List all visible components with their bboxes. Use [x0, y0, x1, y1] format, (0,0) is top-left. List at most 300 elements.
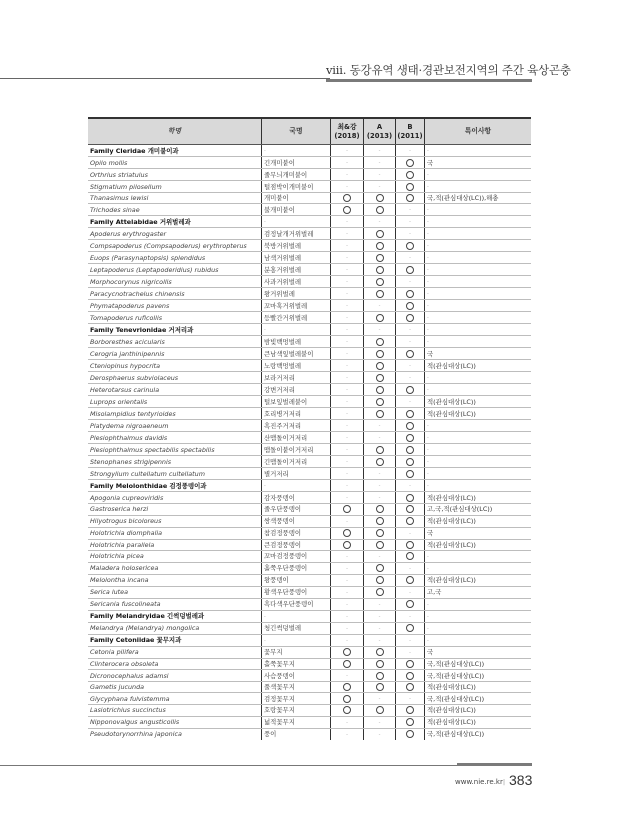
family-row: [88, 324, 531, 336]
survey-2011-cell: [396, 348, 425, 360]
korean-name-cell: [262, 480, 331, 492]
family-row: [88, 634, 531, 646]
col-survey-2011-label: B: [407, 122, 413, 131]
remarks-cell: 적(관심대상(LC)): [425, 574, 532, 586]
survey-2013-cell: [364, 300, 396, 312]
remarks-cell: 국,적(관심대상(LC)): [425, 670, 532, 682]
korean-name-cell: 분홍거위벌레: [262, 264, 331, 276]
absent-dash: -: [346, 411, 348, 418]
footer-separator: |: [503, 779, 506, 786]
scientific-name-cell: Heterotarsus carinula: [88, 384, 262, 396]
survey-2011-cell: [396, 492, 425, 504]
survey-2011-cell: [396, 300, 425, 312]
present-circle-icon: [376, 446, 384, 454]
absent-dash: -: [346, 459, 348, 466]
scientific-name-cell: Gametis jucunda: [88, 682, 262, 693]
absent-dash: -: [264, 219, 266, 226]
survey-2018-cell: [331, 288, 364, 300]
scientific-name-cell: Cerogria janthinipennis: [88, 348, 262, 360]
absent-dash: -: [346, 339, 348, 346]
korean-name-cell: [262, 216, 331, 228]
absent-dash: -: [427, 243, 429, 250]
absent-dash: -: [409, 530, 411, 537]
korean-name-cell: 넓적꽃무지: [262, 716, 331, 728]
survey-2011-cell: [396, 157, 425, 169]
survey-2018-cell: [331, 193, 364, 204]
survey-2013-cell: [364, 384, 396, 396]
scientific-name-cell: Compsapoderus (Compsapoderus) erythropterus: [88, 240, 262, 252]
col-scientific-name: 학명: [88, 118, 262, 145]
absent-dash: -: [346, 673, 348, 679]
table-row: [88, 157, 531, 169]
scientific-name-cell: Family Cetoniidae 꽃무지과: [88, 634, 262, 646]
present-circle-icon: [406, 266, 414, 274]
survey-2011-cell: [396, 515, 425, 527]
survey-2013-cell: [364, 716, 396, 728]
absent-dash: -: [264, 148, 266, 154]
korean-name-cell: 감자풍뎅이: [262, 492, 331, 504]
absent-dash: -: [409, 565, 411, 572]
remarks-cell: [425, 216, 532, 228]
remarks-cell: [425, 622, 532, 634]
remarks-cell: 국: [425, 527, 532, 539]
survey-2018-cell: [331, 420, 364, 432]
korean-name-cell: 불개미붙이: [262, 204, 331, 216]
absent-dash: -: [346, 471, 348, 478]
present-circle-icon: [406, 660, 414, 668]
survey-2011-cell: [396, 193, 425, 204]
absent-dash: -: [427, 279, 429, 286]
survey-2018-cell: [331, 372, 364, 384]
survey-2018-cell: [331, 658, 364, 669]
survey-2011-cell: [396, 550, 425, 562]
scientific-name-cell: Luprops orientalis: [88, 396, 262, 408]
korean-name-cell: 털보잎벌레붙이: [262, 396, 331, 408]
present-circle-icon: [406, 470, 414, 478]
scientific-name-cell: Euops (Parasynaptopsis) splendidus: [88, 252, 262, 264]
present-circle-icon: [406, 446, 414, 454]
scientific-name-cell: Family Melolonthidae 검정풍뎅이과: [88, 480, 262, 492]
survey-2013-cell: [364, 348, 396, 360]
scientific-name-cell: Apogonia cupreoviridis: [88, 492, 262, 504]
survey-2013-cell: [364, 504, 396, 515]
remarks-cell: [425, 456, 532, 468]
present-circle-icon: [376, 266, 384, 274]
korean-name-cell: 꽃무지: [262, 646, 331, 658]
survey-2018-cell: [331, 300, 364, 312]
survey-2011-cell: [396, 324, 425, 336]
korean-name-cell: 풀색꽃무지: [262, 682, 331, 693]
absent-dash: -: [427, 375, 429, 382]
scientific-name-cell: Cetonia pilifera: [88, 646, 262, 658]
scientific-name-cell: Morphocorynus nigricollis: [88, 276, 262, 288]
present-circle-icon: [376, 206, 384, 214]
absent-dash: -: [346, 148, 348, 154]
absent-dash: -: [378, 601, 381, 608]
survey-2018-cell: [331, 646, 364, 658]
survey-2011-cell: [396, 646, 425, 658]
scientific-name-cell: Platydema nigroaeneum: [88, 420, 262, 432]
korean-name-cell: 홀쭉꽃무지: [262, 658, 331, 669]
table-row: [88, 408, 531, 420]
present-circle-icon: [406, 576, 414, 584]
table-row: [88, 444, 531, 456]
survey-2011-cell: [396, 240, 425, 252]
survey-2013-cell: [364, 145, 396, 157]
table-row: [88, 240, 531, 252]
absent-dash: -: [346, 625, 348, 632]
survey-2013-cell: [364, 598, 396, 610]
korean-name-cell: 북방거위벌레: [262, 240, 331, 252]
survey-2018-cell: [331, 324, 364, 336]
survey-2018-cell: [331, 515, 364, 527]
table-row: [88, 504, 531, 515]
present-circle-icon: [376, 706, 384, 714]
remarks-cell: [425, 562, 532, 574]
present-circle-icon: [406, 458, 414, 466]
survey-2018-cell: [331, 716, 364, 728]
korean-name-cell: 사슴풍뎅이: [262, 670, 331, 682]
korean-name-cell: 흑진주거저리: [262, 420, 331, 432]
absent-dash: -: [378, 696, 381, 703]
present-circle-icon: [376, 410, 384, 418]
table-row: [88, 384, 531, 396]
absent-dash: -: [378, 553, 381, 560]
absent-dash: -: [346, 719, 348, 726]
present-circle-icon: [343, 706, 351, 714]
remarks-cell: [425, 634, 532, 646]
survey-2018-cell: [331, 456, 364, 468]
absent-dash: -: [378, 731, 381, 738]
absent-dash: -: [427, 315, 429, 322]
absent-dash: -: [378, 719, 381, 726]
absent-dash: -: [378, 423, 381, 430]
remarks-cell: 국: [425, 646, 532, 658]
survey-2011-cell: [396, 670, 425, 682]
korean-name-cell: 보라거저리: [262, 372, 331, 384]
remarks-cell: [425, 384, 532, 396]
survey-2011-cell: [396, 252, 425, 264]
survey-2018-cell: [331, 444, 364, 456]
scientific-name-cell: Cteniopinus hypocrita: [88, 360, 262, 372]
korean-name-cell: [262, 634, 331, 646]
present-circle-icon: [376, 362, 384, 370]
absent-dash: -: [346, 613, 348, 620]
survey-2013-cell: [364, 216, 396, 228]
scientific-name-cell: Plesiophthalmus davidis: [88, 432, 262, 444]
absent-dash: -: [409, 399, 411, 406]
korean-name-cell: 쌍색풍뎅이: [262, 515, 331, 527]
korean-name-cell: 남색거위벌레: [262, 252, 331, 264]
absent-dash: -: [409, 613, 411, 620]
survey-2011-cell: [396, 562, 425, 574]
table-row: [88, 312, 531, 324]
table-row: [88, 288, 531, 300]
absent-dash: -: [409, 255, 411, 262]
survey-2011-cell: [396, 682, 425, 693]
remarks-cell: [425, 372, 532, 384]
absent-dash: -: [346, 589, 348, 596]
table-row: [88, 646, 531, 658]
remarks-cell: [425, 420, 532, 432]
table-row: [88, 228, 531, 240]
survey-2011-cell: [396, 432, 425, 444]
survey-2013-cell: [364, 480, 396, 492]
table-row: [88, 169, 531, 181]
absent-dash: -: [346, 351, 348, 358]
survey-2011-cell: [396, 384, 425, 396]
absent-dash: -: [378, 625, 381, 632]
survey-2013-cell: [364, 444, 396, 456]
table-row: [88, 276, 531, 288]
present-circle-icon: [343, 194, 351, 202]
table-row: [88, 420, 531, 432]
korean-name-cell: 별거저리: [262, 468, 331, 480]
survey-2011-cell: [396, 408, 425, 420]
table-row: [88, 468, 531, 480]
survey-2013-cell: [364, 634, 396, 646]
korean-name-cell: [262, 324, 331, 336]
family-row: [88, 145, 531, 157]
present-circle-icon: [376, 517, 384, 525]
scientific-name-cell: Holotrichia diomphalia: [88, 527, 262, 539]
absent-dash: -: [378, 184, 381, 190]
table-row: [88, 728, 531, 740]
absent-dash: -: [409, 327, 411, 334]
survey-2018-cell: [331, 705, 364, 716]
present-circle-icon: [406, 683, 414, 691]
korean-name-cell: 큰검정풍뎅이: [262, 539, 331, 550]
scientific-name-cell: Phymatapoderus pavens: [88, 300, 262, 312]
korean-name-cell: 참검정풍뎅이: [262, 527, 331, 539]
table-row: [88, 693, 531, 705]
present-circle-icon: [376, 588, 384, 596]
absent-dash: -: [378, 172, 381, 178]
scientific-name-cell: Thanasimus lewisi: [88, 193, 262, 204]
absent-dash: -: [346, 315, 348, 322]
survey-2018-cell: [331, 396, 364, 408]
absent-dash: -: [427, 219, 429, 226]
scientific-name-cell: Dicronocephalus adamsi: [88, 670, 262, 682]
absent-dash: -: [427, 471, 429, 478]
remarks-cell: 적(관심대상(LC)): [425, 360, 532, 372]
present-circle-icon: [376, 576, 384, 584]
survey-2018-cell: [331, 360, 364, 372]
korean-name-cell: 큰남색잎벌레붙이: [262, 348, 331, 360]
present-circle-icon: [376, 541, 384, 549]
absent-dash: -: [427, 435, 429, 442]
present-circle-icon: [376, 458, 384, 466]
present-circle-icon: [406, 541, 414, 549]
survey-2011-cell: [396, 658, 425, 669]
korean-name-cell: 긴개미붙이: [262, 157, 331, 169]
absent-dash: -: [346, 375, 348, 382]
korean-name-cell: 흑다색우단풍뎅이: [262, 598, 331, 610]
present-circle-icon: [406, 624, 414, 632]
survey-2013-cell: [364, 456, 396, 468]
table-row: [88, 515, 531, 527]
present-circle-icon: [406, 314, 414, 322]
absent-dash: -: [346, 172, 348, 178]
table-row: [88, 550, 531, 562]
remarks-cell: [425, 240, 532, 252]
survey-2011-cell: [396, 634, 425, 646]
korean-name-cell: 맴돌이붙이거저리: [262, 444, 331, 456]
survey-2018-cell: [331, 228, 364, 240]
col-survey-2018-label: 최&강: [337, 122, 357, 131]
korean-name-cell: 줄무늬개미붙이: [262, 169, 331, 181]
present-circle-icon: [406, 600, 414, 608]
absent-dash: -: [427, 339, 429, 346]
absent-dash: -: [409, 148, 411, 154]
remarks-cell: [425, 432, 532, 444]
survey-2018-cell: [331, 550, 364, 562]
present-circle-icon: [406, 730, 414, 738]
scientific-name-cell: Holotrichia parallela: [88, 539, 262, 550]
scientific-name-cell: Leptapoderus (Leptapoderidius) rubidus: [88, 264, 262, 276]
survey-2018-cell: [331, 384, 364, 396]
present-circle-icon: [376, 564, 384, 572]
survey-2018-cell: [331, 432, 364, 444]
remarks-cell: 고,국,적(관심대상(LC)): [425, 504, 532, 515]
table-row: [88, 396, 531, 408]
survey-2018-cell: [331, 468, 364, 480]
absent-dash: -: [264, 637, 266, 644]
footer-accent-bar: [457, 763, 532, 766]
survey-2013-cell: [364, 539, 396, 550]
scientific-name-cell: Glycyphana fulvistemma: [88, 693, 262, 705]
present-circle-icon: [376, 350, 384, 358]
family-row: [88, 216, 531, 228]
survey-2018-cell: [331, 216, 364, 228]
present-circle-icon: [406, 386, 414, 394]
survey-2018-cell: [331, 145, 364, 157]
survey-2018-cell: [331, 408, 364, 420]
family-row: [88, 610, 531, 622]
scientific-name-cell: Holotrichia picea: [88, 550, 262, 562]
present-circle-icon: [376, 660, 384, 668]
present-circle-icon: [406, 302, 414, 310]
scientific-name-cell: Stenophanes strigipennis: [88, 456, 262, 468]
table-row: [88, 527, 531, 539]
absent-dash: -: [378, 327, 381, 334]
absent-dash: -: [409, 279, 411, 286]
scientific-name-cell: Family Melandryidae 긴썩덩벌레과: [88, 610, 262, 622]
remarks-cell: [425, 444, 532, 456]
col-survey-2011: [396, 118, 425, 145]
remarks-cell: 적(관심대상(LC)): [425, 716, 532, 728]
present-circle-icon: [406, 672, 414, 680]
scientific-name-cell: Pseudotorynorrhina japonica: [90, 730, 182, 738]
absent-dash: -: [409, 483, 411, 490]
survey-2013-cell: [364, 264, 396, 276]
absent-dash: -: [409, 231, 411, 238]
survey-2013-cell: [364, 515, 396, 527]
survey-2013-cell: [364, 372, 396, 384]
present-circle-icon: [343, 529, 351, 537]
survey-2018-cell: [331, 480, 364, 492]
absent-dash: -: [427, 637, 429, 644]
korean-name-cell: 털점박이개미붙이: [262, 181, 331, 193]
survey-2013-cell: [364, 240, 396, 252]
survey-2011-cell: [396, 728, 425, 740]
absent-dash: -: [346, 423, 348, 430]
absent-dash: -: [378, 435, 381, 442]
survey-2018-cell: [331, 204, 364, 216]
absent-dash: -: [427, 327, 429, 334]
scientific-name-cell: Family Attelabidae 거위벌레과: [88, 216, 262, 228]
remarks-cell: 적(관심대상(LC)): [425, 705, 532, 716]
korean-name-cell: [262, 145, 331, 157]
scientific-name-cell: Sericania fuscolineata: [88, 598, 262, 610]
present-circle-icon: [376, 683, 384, 691]
table-row: [88, 574, 531, 586]
absent-dash: -: [346, 267, 348, 274]
survey-2013-cell: [364, 336, 396, 348]
survey-2018-cell: [331, 348, 364, 360]
scientific-name-cell: Stigmatium pilosellum: [88, 181, 262, 193]
remarks-cell: 국,적(관심대상(LC)),해충: [425, 193, 532, 204]
absent-dash: -: [409, 589, 411, 596]
absent-dash: -: [427, 483, 429, 490]
col-survey-2013-label: A: [376, 122, 383, 131]
survey-2011-cell: [396, 288, 425, 300]
survey-2013-cell: [364, 157, 396, 169]
absent-dash: -: [346, 399, 348, 406]
absent-dash: -: [427, 267, 429, 274]
remarks-cell: 국,적(관심대상(LC)): [425, 658, 532, 669]
scientific-name-cell: Hilyotrogus bicoloreus: [88, 515, 262, 527]
remarks-cell: [425, 181, 532, 193]
header-rule: [0, 78, 330, 79]
absent-dash: -: [346, 565, 348, 572]
absent-dash: -: [427, 601, 429, 608]
survey-2011-cell: [396, 610, 425, 622]
scientific-name-cell: Paracycnotrachelus chinensis: [88, 288, 262, 300]
absent-dash: -: [346, 447, 348, 454]
scientific-name-cell: Lasiotrichius succinctus: [88, 705, 262, 716]
survey-2013-cell: [364, 646, 396, 658]
absent-dash: -: [427, 255, 429, 262]
absent-dash: -: [427, 459, 429, 466]
absent-dash: -: [378, 495, 381, 502]
survey-2011-cell: [396, 420, 425, 432]
absent-dash: -: [346, 327, 348, 334]
absent-dash: -: [346, 435, 348, 442]
present-circle-icon: [343, 648, 351, 656]
present-circle-icon: [343, 541, 351, 549]
present-circle-icon: [343, 206, 351, 214]
remarks-cell: [425, 264, 532, 276]
absent-dash: -: [427, 231, 429, 238]
survey-2013-cell: [364, 204, 396, 216]
survey-2013-cell: [364, 276, 396, 288]
scientific-name-cell: Clinterocera obsoleta: [88, 658, 262, 669]
present-circle-icon: [406, 183, 414, 191]
remarks-cell: 적(관심대상(LC)): [425, 539, 532, 550]
species-table: [88, 117, 531, 740]
survey-2013-cell: [364, 312, 396, 324]
survey-2011-cell: [396, 181, 425, 193]
survey-2011-cell: [396, 586, 425, 598]
survey-2011-cell: [396, 372, 425, 384]
korean-name-cell: 꼬마검정풍뎅이: [262, 550, 331, 562]
survey-2018-cell: [331, 312, 364, 324]
footer-url: www.nie.re.kr: [455, 778, 503, 786]
page-number: 383: [509, 772, 533, 788]
absent-dash: -: [427, 303, 429, 310]
present-circle-icon: [343, 695, 351, 703]
